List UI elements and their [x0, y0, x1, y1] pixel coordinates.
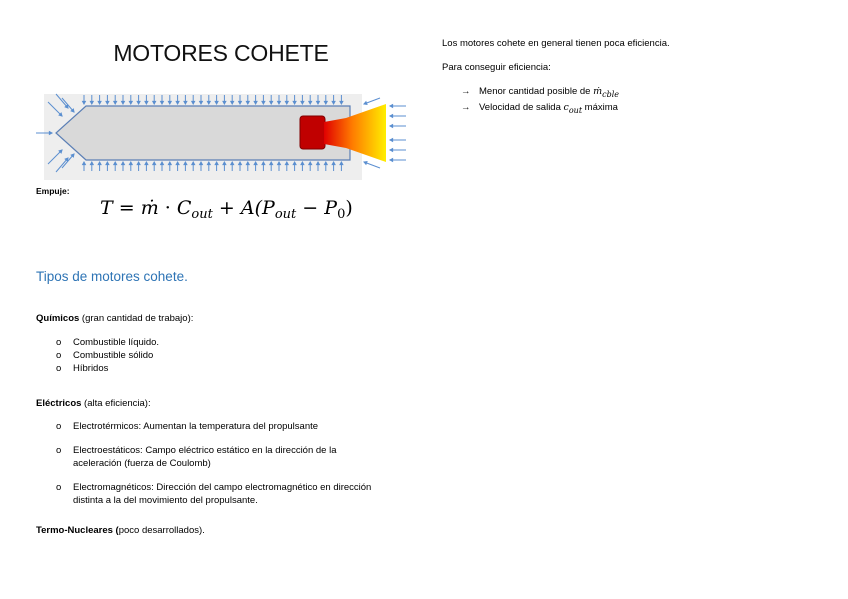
list-item: o Electroestáticos: Campo eléctrico estático en la dirección de la aceleración (fuerza de Coulomb) — [56, 445, 337, 469]
termo-heading: Termo-Nucleares (poco desarrollados). — [36, 525, 205, 536]
page-title: MOTORES COHETE — [113, 40, 329, 66]
list-item: o Electrotérmicos: Aumentan la temperatura del propulsante — [56, 421, 319, 432]
arrow-icon: → — [461, 86, 471, 97]
arrow-icon: → — [461, 101, 471, 113]
list-item: o Híbridos — [56, 363, 109, 374]
efficiency-subheading: Para conseguir eficiencia: — [442, 62, 551, 73]
empuje-label: Empuje: — [36, 186, 70, 196]
list-item: → Velocidad de salida $c_{out}$ máxima — [461, 101, 618, 115]
rocket-diagram — [34, 92, 410, 182]
electricos-list — [36, 420, 396, 507]
list-item: o Combustible líquido. — [56, 337, 160, 348]
efficiency-note: Los motores cohete en general tienen poca eficiencia. — [442, 38, 670, 49]
combustion-chamber — [300, 116, 325, 149]
quimicos-heading: Químicos (gran cantidad de trabajo): — [36, 313, 194, 324]
list-item: o Electromagnéticos: Dirección del campo electromagnético en dirección distinta a la del movimiento del propulsante. — [56, 482, 372, 506]
section-heading: Tipos de motores cohete. — [36, 269, 188, 284]
list-item: → Menor cantidad posible de ṁ$_{cble}$ — [461, 86, 619, 99]
electricos-heading: Eléctricos (alta eficiencia): — [36, 398, 151, 409]
efficiency-list — [442, 85, 802, 117]
quimicos-list — [36, 336, 396, 375]
thrust-formula: T = ṁ · $C_{out} + A(P_{out} - P_0)$ — [100, 197, 353, 222]
list-item: o Combustible sólido — [56, 350, 154, 361]
